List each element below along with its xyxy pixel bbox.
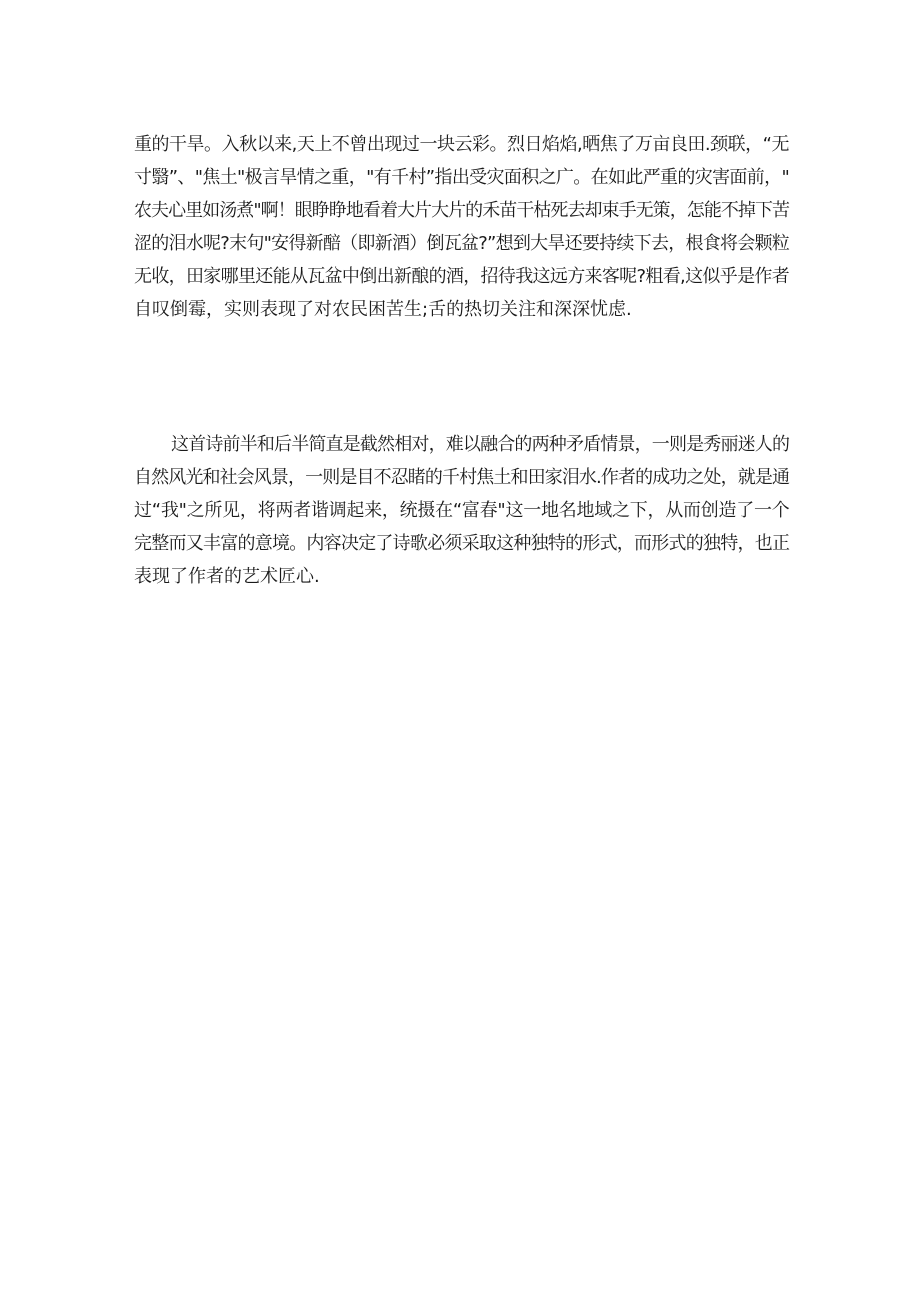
text-line: 自叹倒霉，实则表现了对农民困苦生;舌的热切关注和深深忧虑. — [134, 299, 632, 320]
text-line: 重的干旱。入秋以来,天上不曾出现过一块云彩。烈日焰焰,晒焦了万亩良田.颈联，“无 — [134, 134, 789, 155]
text-line: 农夫心里如汤煮"啊！眼睁睁地看着大片大片的禾苗干枯死去却束手无策，怎能不掉下苦 — [134, 200, 789, 221]
paragraph-poem-analysis — [134, 428, 789, 593]
text-line: 表现了作者的艺术匠心. — [134, 566, 320, 587]
text-line: 这首诗前半和后半简直是截然相对，难以融合的两种矛盾情景，一则是秀丽迷人的 — [171, 434, 789, 455]
text-line: 寸翳”、"焦土"极言旱情之重，"有千村”指出受灾面积之广。在如此严重的灾害面前，" — [134, 167, 789, 188]
text-line: 过“我"之所见，将两者谐调起来，统摄在“富春"这一地名地域之下，从而创造了一个 — [134, 500, 790, 521]
paragraph-drought-description — [134, 128, 789, 326]
text-line: 涩的泪水呢?末句"安得新醅（即新酒）倒瓦盆?”想到大旱还要持续下去，根食将会颗粒 — [134, 233, 789, 254]
text-line: 自然风光和社会风景，一则是目不忍睹的千村焦土和田家泪水.作者的成功之处，就是通 — [134, 467, 789, 488]
text-line: 完整而又丰富的意境。内容决定了诗歌必须采取这种独特的形式，而形式的独特，也正 — [134, 533, 789, 554]
text-line: 无收，田家哪里还能从瓦盆中倒出新酿的酒，招待我这远方来客呢?粗看,这似乎是作者 — [134, 266, 789, 287]
